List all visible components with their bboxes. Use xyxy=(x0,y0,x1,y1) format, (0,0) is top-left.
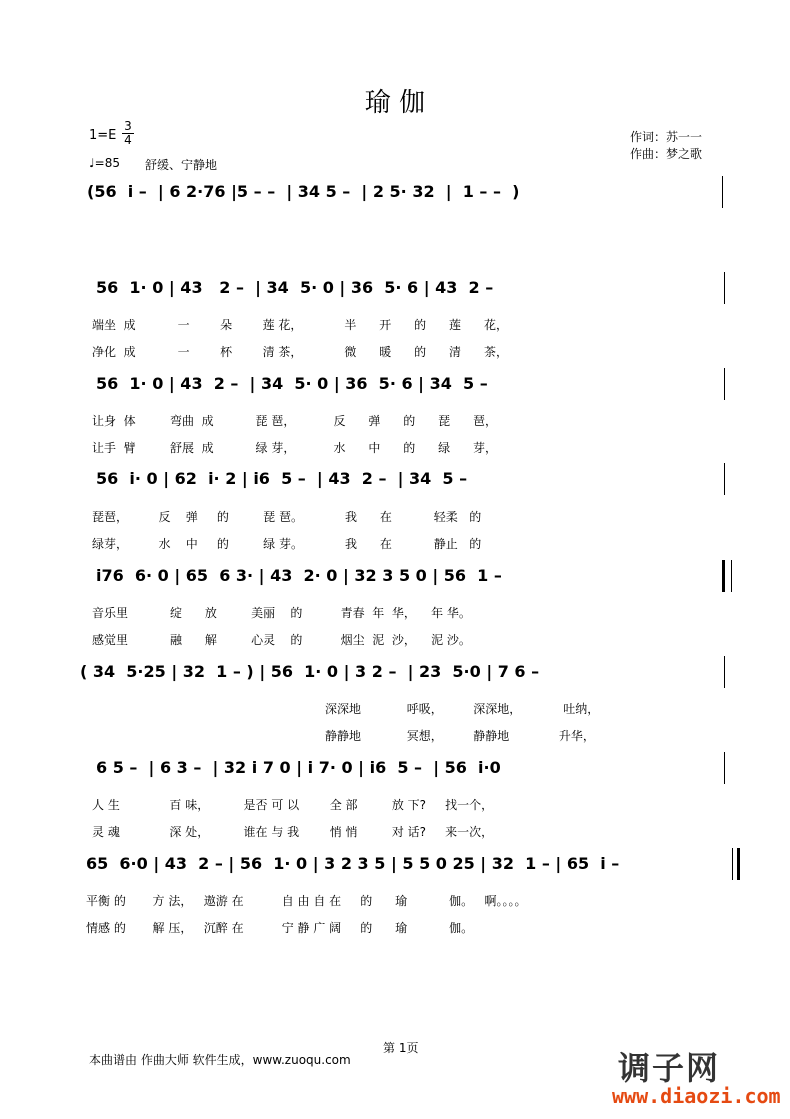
key-signature: 1=E xyxy=(89,128,117,143)
score-line-1 xyxy=(0,176,790,208)
barline xyxy=(724,272,725,304)
repeat-barline-thin xyxy=(731,560,732,592)
barline xyxy=(722,176,723,208)
lyrics-verse2: 净化 成 一 杯 清 茶， 微 暖 的 清 茶， xyxy=(92,345,508,359)
notes: 56 i· 0 | 62 i· 2 | i6 5 – | 43 2 – | 34 5 – xyxy=(96,469,468,488)
barline xyxy=(724,463,725,495)
score-line-2 xyxy=(0,272,790,304)
notes: 6 5 – | 6 3 – | 32 i 7 0 | i 7· 0 | i6 5 – | 56 i·0 xyxy=(96,758,501,777)
tempo-value: =85 xyxy=(94,156,120,170)
notes: (56 i – | 6 2·76 |5 – – | 34 5 – | 2 5· 32 | 1 – – ) xyxy=(87,182,520,201)
tempo-marking xyxy=(89,156,120,170)
lyricist: 作词：苏一一 xyxy=(630,130,703,144)
lyrics-verse1: 平衡 的 方 法， 遨游 在 自 由 自 在 的 瑜 伽。 啊。。。。 xyxy=(86,894,527,908)
quarter-note-icon: ♩ xyxy=(89,156,95,170)
mood-marking: 舒缓、宁静地 xyxy=(145,158,218,172)
notes: 56 1· 0 | 43 2 – | 34 5· 0 | 36 5· 6 | 43 2 – xyxy=(96,278,494,297)
notes: 65 6·0 | 43 2 – | 56 1· 0 | 3 2 3 5 | 5 5 0 25 | 32 1 – | 65 i – xyxy=(86,854,620,873)
time-signature-bottom: 4 xyxy=(122,133,134,147)
lyrics-verse2: 绿芽， 水 中 的 绿 芽。 我 在 静止 的 xyxy=(92,537,482,551)
time-signature-top: 3 xyxy=(124,119,132,133)
lyrics-verse2: 情感 的 解 压， 沉醉 在 宁 静 广 阔 的 瑜 伽。 xyxy=(86,921,474,935)
barline xyxy=(724,368,725,400)
lyrics-verse1: 深深地 呼吸， 深深地， 吐纳， xyxy=(325,702,600,716)
lyrics-verse1: 琵琶， 反 弹 的 琵 琶。 我 在 轻柔 的 xyxy=(92,510,482,524)
barline xyxy=(724,656,725,688)
final-barline-thick xyxy=(737,848,740,880)
lyrics-verse2: 感觉里 融 解 心灵 的 烟尘 泥 沙， 泥 沙。 xyxy=(92,633,471,647)
lyrics-verse2: 静静地 冥想， 静静地 升华， xyxy=(325,729,595,743)
lyrics-verse2: 灵 魂 深 处， 谁在 与 我 悄 悄 对 话? 来一次， xyxy=(92,825,494,839)
song-title: 瑜 伽 xyxy=(364,88,426,118)
page-number: 第 1页 xyxy=(383,1041,419,1055)
software-credit: 本曲谱由 作曲大师 软件生成，www.zuoqu.com xyxy=(89,1053,351,1067)
score-line-3 xyxy=(0,368,790,400)
lyrics-verse1: 音乐里 绽 放 美丽 的 青春 年 华， 年 华。 xyxy=(92,606,471,620)
watermark-brand: 调子网 xyxy=(618,1049,721,1087)
notes: ( 34 5·25 | 32 1 – ) | 56 1· 0 | 3 2 – | 23 5·0 | 7 6 – xyxy=(80,662,540,681)
notes: 56 1· 0 | 43 2 – | 34 5· 0 | 36 5· 6 | 34 5 – xyxy=(96,374,488,393)
lyrics-verse2: 让手 臂 舒展 成 绿 芽， 水 中 的 绿 芽， xyxy=(92,441,498,455)
composer: 作曲：梦之歌 xyxy=(630,147,703,161)
lyrics-verse1: 让身 体 弯曲 成 琵 琶， 反 弹 的 琵 琶， xyxy=(92,414,498,428)
score-line-4 xyxy=(0,463,790,495)
repeat-barline xyxy=(722,560,725,592)
final-barline-thin xyxy=(732,848,733,880)
lyrics-verse1: 端坐 成 一 朵 莲 花， 半 开 的 莲 花， xyxy=(92,318,508,332)
barline xyxy=(724,752,725,784)
score-line-5 xyxy=(0,560,790,592)
lyrics-verse1: 人 生 百 味， 是否 可 以 全 部 放 下? 找一个， xyxy=(92,798,494,812)
score-line-7 xyxy=(0,752,790,784)
score-line-8 xyxy=(0,848,790,880)
time-signature xyxy=(122,120,134,147)
watermark-url: www.diaozi.com xyxy=(612,1084,781,1108)
notes: i76 6· 0 | 65 6 3· | 43 2· 0 | 32 3 5 0 | 56 1 – xyxy=(96,566,502,585)
score-line-6 xyxy=(0,656,790,688)
